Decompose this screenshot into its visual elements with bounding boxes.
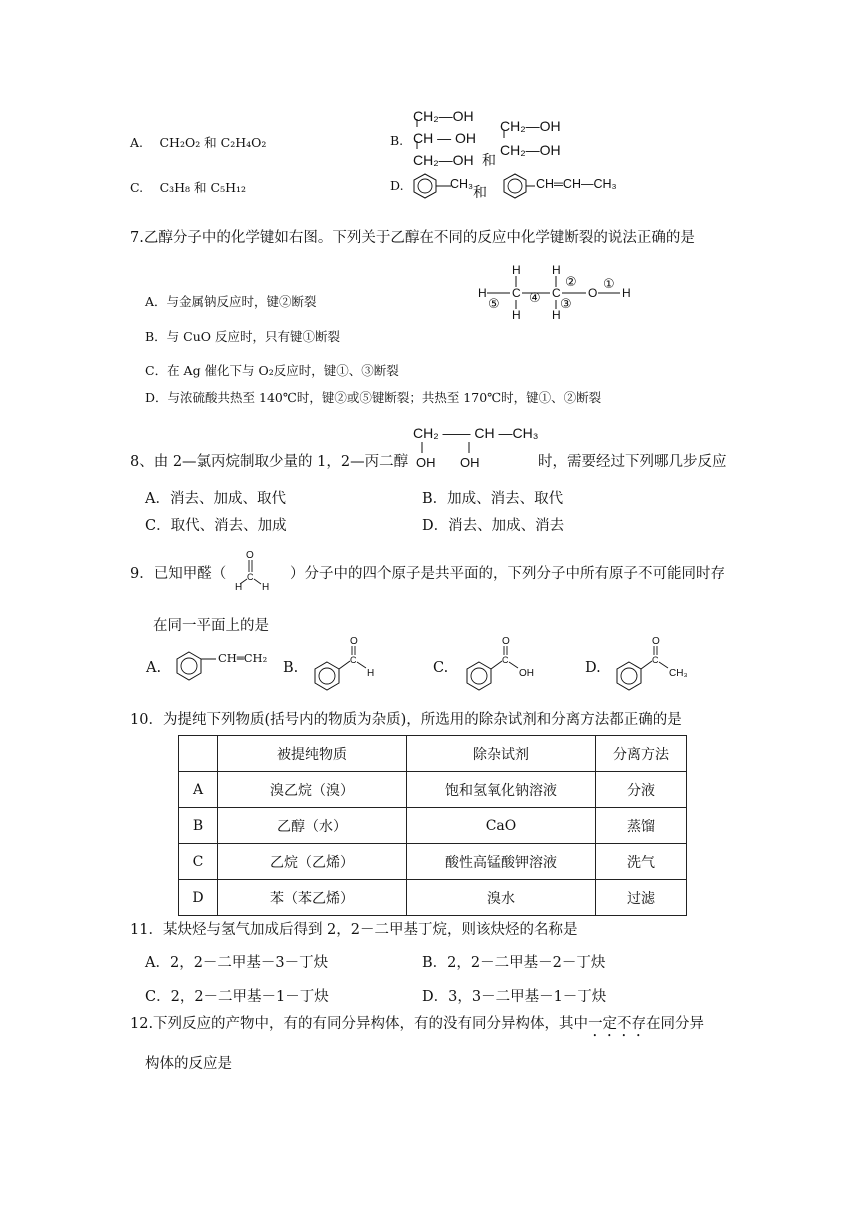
svg-text:H: H [367, 668, 375, 679]
svg-text:H: H [512, 263, 521, 277]
svg-text:H: H [262, 582, 270, 593]
q8-stem-part1: 8、由 2—氯丙烷制取少量的 1，2—丙二醇 [130, 454, 409, 470]
table-header-cell [179, 736, 218, 772]
q8-option-d: D．消去、加成、消去 [422, 518, 565, 534]
table-cell: B [179, 808, 218, 844]
q12-stem-line2: 构体的反应是 [145, 1056, 232, 1072]
benzene-ring-icon [467, 662, 491, 690]
q6-b-left-bonds [414, 119, 424, 179]
table-cell: 乙烷（乙烯） [218, 844, 407, 880]
q9-option-d-structure [608, 634, 698, 694]
q8-option-c: C．取代、消去、加成 [145, 518, 287, 534]
svg-text:OH: OH [519, 668, 534, 679]
q6-option-a: A. CH₂O₂ 和 C₂H₄O₂ [130, 135, 267, 150]
table-cell: 苯（苯乙烯） [218, 880, 407, 916]
svg-text:C: C [552, 286, 561, 300]
table-cell: D [179, 880, 218, 916]
table-row [179, 844, 687, 880]
q11-option-a: A．2，2－二甲基－3－丁炔 [145, 955, 329, 971]
table-header-cell: 被提纯物质 [218, 736, 407, 772]
q6-b-and: 和 [482, 152, 496, 168]
q12-stem-part2: 在同分异 [646, 1016, 705, 1032]
svg-text:H: H [478, 286, 487, 300]
svg-text:H: H [552, 263, 561, 277]
benzene-ring-icon [414, 174, 436, 198]
q11-option-d: D．3，3－二甲基－1－丁炔 [422, 989, 607, 1005]
svg-text:C: C [247, 572, 254, 582]
svg-text:O: O [652, 636, 660, 647]
table-cell: 乙醇（水） [218, 808, 407, 844]
q6-d-right-group: CH═CH—CH₃ [536, 177, 617, 191]
q9-stem-part3: 在同一平面上的是 [153, 618, 269, 634]
q7-stem: 7.乙醇分子中的化学键如右图。下列关于乙醇在不同的反应中化学键断裂的说法正确的是 [130, 230, 695, 246]
q6-d-left-group: CH₃ [450, 177, 474, 191]
table-header-row [179, 736, 687, 772]
q6-b-left-line: CH₂—OH [413, 108, 474, 124]
q8-struct-top: CH₂ —— CH —CH₃ [413, 425, 539, 441]
q8-option-a: A．消去、加成、取代 [145, 491, 286, 507]
table-cell: 溴乙烷（溴） [218, 772, 407, 808]
benzene-ring-icon [504, 174, 526, 198]
q6-b-left-line: CH — OH [413, 130, 476, 146]
table-cell: C [179, 844, 218, 880]
table-cell: A [179, 772, 218, 808]
q12-stem-line1 [130, 1012, 704, 1040]
table-cell: 饱和氢氧化钠溶液 [407, 772, 596, 808]
q6-b-right-line: CH₂—OH [500, 142, 561, 158]
q8-stem-part2: 时，需要经过下列哪几步反应 [538, 454, 727, 470]
q10-stem: 10．为提纯下列物质(括号内的物质为杂质)，所选用的除杂试剂和分离方法都正确的是 [130, 712, 682, 728]
q7-option-b: B．与 CuO 反应时，只有键①断裂 [145, 329, 340, 344]
table-cell: 过滤 [596, 880, 687, 916]
q11-option-b: B．2，2－二甲基－2－丁炔 [422, 955, 606, 971]
svg-text:H: H [512, 308, 521, 322]
q8-option-b: B．加成、消去、取代 [422, 491, 564, 507]
q11-stem: 11．某炔烃与氢气加成后得到 2，2－二甲基丁烷，则该炔烃的名称是 [130, 922, 578, 938]
q9-option-a-label: A. [146, 660, 162, 676]
q11-option-c: C．2，2－二甲基－1－丁炔 [145, 989, 329, 1005]
q12-stem-part1: 12.下列反应的产物中，有的有同分异构体，有的没有同分异构体，其中 [130, 1016, 589, 1032]
svg-text:O: O [588, 286, 598, 300]
q9-option-b-structure [306, 634, 386, 694]
q10-table [178, 735, 687, 916]
q6-b-left-line: CH₂—OH [413, 152, 474, 168]
q9-option-d-label: D. [585, 660, 601, 676]
svg-text:O: O [502, 636, 510, 647]
q9-option-b-label: B. [283, 660, 299, 676]
bond-number-3: ③ [560, 296, 572, 311]
q6-d-and: 和 [473, 184, 487, 200]
table-row [179, 808, 687, 844]
q9-formaldehyde-structure [235, 548, 275, 593]
svg-text:C: C [502, 655, 509, 665]
q7-option-d: D．与浓硫酸共热至 140℃时，键②或⑤键断裂；共热至 170℃时，键①、②断裂 [145, 390, 602, 405]
q7-option-a: A．与金属钠反应时，键②断裂 [145, 294, 317, 309]
table-header-cell: 分离方法 [596, 736, 687, 772]
svg-text:H: H [552, 308, 561, 322]
table-cell: CaO [407, 808, 596, 844]
svg-text:CH₃: CH₃ [669, 668, 688, 679]
bond-number-5: ⑤ [488, 296, 500, 311]
table-cell: 分液 [596, 772, 687, 808]
bond-number-2: ② [565, 274, 577, 289]
benzene-ring-icon [617, 662, 641, 690]
svg-text:H: H [622, 286, 631, 300]
bond-number-4: ④ [529, 290, 541, 305]
q9-stem-part2: ）分子中的四个原子是共平面的，下列分子中所有原子不可能同时存 [290, 566, 725, 582]
q6-option-b-label: B. [390, 133, 404, 148]
q8-oh-1: OH [416, 455, 436, 470]
table-row [179, 772, 687, 808]
benzene-ring-icon [315, 662, 339, 690]
q6-b-right-bond [501, 130, 511, 150]
table-cell: 酸性高锰酸钾溶液 [407, 844, 596, 880]
table-cell: 溴水 [407, 880, 596, 916]
svg-text:O: O [246, 550, 254, 561]
q8-oh-2: OH [460, 455, 480, 470]
benzene-ring-icon [177, 652, 201, 680]
bond-number-1: ① [603, 276, 615, 291]
table-cell: 蒸馏 [596, 808, 687, 844]
q6-option-d-label: D. [390, 178, 404, 193]
svg-text:C: C [652, 655, 659, 665]
q9-stem-part1: 9．已知甲醛（ [130, 566, 227, 582]
q12-stem-emphasis: 一定不存 [588, 1016, 647, 1032]
table-cell: 洗气 [596, 844, 687, 880]
svg-text:C: C [512, 286, 521, 300]
q9-option-a-group: CH═CH₂ [218, 651, 268, 665]
svg-text:H: H [235, 582, 243, 593]
q9-option-c-structure [458, 634, 548, 694]
q7-ethanol-diagram [474, 262, 644, 322]
q9-option-c-label: C. [433, 660, 449, 676]
q6-b-right-line: CH₂—OH [500, 118, 561, 134]
table-row [179, 880, 687, 916]
q7-option-c: C．在 Ag 催化下与 O₂反应时，键①、③断裂 [145, 363, 399, 378]
table-header-cell: 除杂试剂 [407, 736, 596, 772]
svg-text:C: C [350, 655, 357, 665]
svg-text:O: O [350, 636, 358, 647]
q6-option-c: C. C₃H₈ 和 C₅H₁₂ [130, 180, 246, 195]
